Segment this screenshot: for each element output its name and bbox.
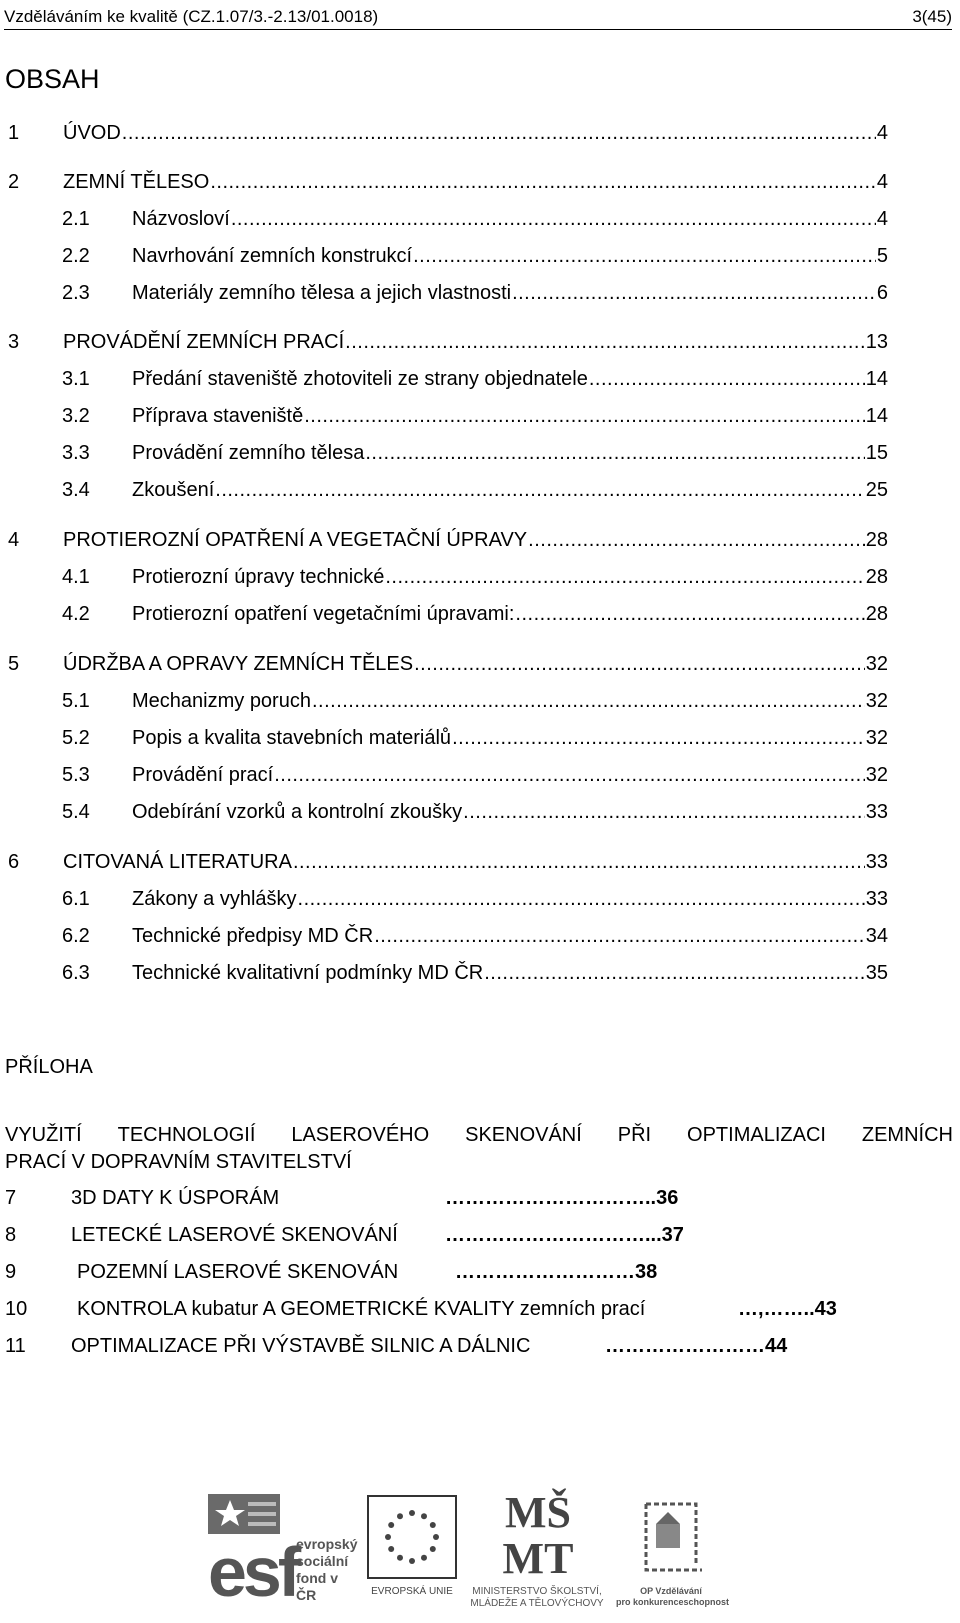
toc-entry[interactable] (62, 725, 888, 751)
annex-heading-line1 (5, 1122, 953, 1149)
toc-entry-label: CITOVANÁ LITERATURA (63, 851, 292, 873)
toc-entry-label: ÚDRŽBA A OPRAVY ZEMNÍCH TĚLES (63, 653, 414, 675)
toc-entry[interactable] (62, 923, 888, 949)
eu-logo (366, 1494, 458, 1618)
toc-entry[interactable] (62, 280, 888, 306)
annex-heading-line2: PRACÍ V DOPRAVNÍM STAVITELSTVÍ (5, 1151, 352, 1173)
toc-leader-dots (589, 366, 865, 392)
toc-entry-number: 4 (8, 529, 20, 551)
eu-star-icon (388, 1546, 394, 1552)
toc-entry-body (132, 886, 888, 912)
toc-entry-page: 4 (876, 208, 888, 230)
esf-line2: sociální (296, 1553, 349, 1569)
annex-heading-word: ZEMNÍCH (861, 1124, 953, 1146)
toc-entry-body (63, 651, 888, 677)
toc-entry-body (63, 527, 888, 553)
toc-entry-page: 4 (876, 122, 888, 144)
annex-heading-word: SKENOVÁNÍ (465, 1124, 582, 1146)
toc-entry-number: 6 (8, 851, 20, 873)
toc-leader-dots (528, 527, 865, 553)
toc-entry-label: Provádění prací (132, 764, 274, 786)
annex-entry-title: POZEMNÍ LASEROVÉ SKENOVÁN (77, 1261, 399, 1283)
toc-entry-body (132, 366, 888, 392)
toc-entry-page: 5 (876, 245, 888, 267)
toc-entry-number: 3 (8, 331, 20, 353)
toc-entry-page: 28 (865, 566, 888, 588)
toc-entry-page: 28 (865, 529, 888, 551)
annex-entry-number: 8 (5, 1224, 17, 1246)
toc-leader-dots (515, 601, 864, 627)
toc-leader-dots (365, 440, 864, 466)
annex-entry-title: LETECKÉ LASEROVÉ SKENOVÁNÍ (71, 1224, 398, 1246)
toc-entry-body (63, 849, 888, 875)
annex-heading-word: PŘI (617, 1124, 652, 1146)
op-line1: OP Vzdělávání (640, 1586, 702, 1596)
toc-entry-label: Popis a kvalita stavebních materiálů (132, 727, 452, 749)
toc-entry-page: 14 (865, 405, 888, 427)
msmt-mark: MŠ MT (502, 1488, 574, 1583)
toc-entry-number: 4.2 (62, 603, 90, 625)
toc-entry-label: PROTIEROZNÍ OPATŘENÍ A VEGETAČNÍ ÚPRAVY (63, 529, 528, 551)
toc-entry-body (132, 799, 888, 825)
toc-leader-dots (122, 120, 876, 146)
toc-entry-body (63, 120, 888, 146)
toc-entry-page: 34 (865, 925, 888, 947)
eu-star-icon (388, 1522, 394, 1528)
toc-entry-label: Protierozní úpravy technické (132, 566, 385, 588)
eu-star-icon (433, 1534, 439, 1540)
toc-entry-label: ZEMNÍ TĚLESO (63, 171, 210, 193)
toc-entry-number: 5.4 (62, 801, 90, 823)
toc-entry-number: 5.1 (62, 690, 90, 712)
toc-entry-page: 32 (865, 764, 888, 786)
toc-entry-body (132, 601, 888, 627)
toc-entry[interactable] (8, 849, 888, 875)
toc-entry[interactable] (62, 886, 888, 912)
toc-leader-dots (231, 206, 876, 232)
toc-entry-number: 3.4 (62, 479, 90, 501)
toc-entry-body (132, 243, 888, 269)
esf-big-mark: esf (208, 1533, 298, 1611)
toc-entry-label: Předání staveniště zhotoviteli ze strany objednatele (132, 368, 588, 390)
toc-entry[interactable] (62, 762, 888, 788)
toc-leader-dots (312, 688, 865, 714)
toc-entry-body (132, 280, 888, 306)
toc-entry-label: Mechanizmy poruch (132, 690, 311, 712)
toc-entry-page: 15 (865, 442, 888, 464)
toc-entry[interactable] (8, 120, 888, 146)
toc-entry[interactable] (62, 960, 888, 986)
toc-entry-body (132, 725, 888, 751)
esf-line1: evropský (296, 1536, 358, 1552)
header-project-title: Vzděláváním ke kvalitě (CZ.1.07/3.-2.13/01.0018) (4, 7, 379, 26)
eu-star-icon (430, 1522, 436, 1528)
toc-entry-number: 5.2 (62, 727, 90, 749)
toc-entry-label: Odebírání vzorků a kontrolní zkoušky (132, 801, 463, 823)
toc-leader-dots (463, 799, 865, 825)
toc-entry[interactable] (62, 206, 888, 232)
toc-entry-page: 33 (865, 851, 888, 873)
annex-heading-word: TECHNOLOGIÍ (117, 1124, 256, 1146)
toc-leader-dots (452, 725, 865, 751)
toc-entry[interactable] (8, 527, 888, 553)
toc-leader-dots (210, 169, 876, 195)
toc-leader-dots (298, 886, 865, 912)
eu-star-icon (397, 1513, 403, 1519)
toc-entry-number: 4.1 (62, 566, 90, 588)
toc-entry[interactable] (62, 366, 888, 392)
toc-entry-page: 25 (865, 479, 888, 501)
eu-star-icon (397, 1555, 403, 1561)
toc-entry-label: Protierozní opatření vegetačními úpravami: (132, 603, 515, 625)
toc-entry-label: Provádění zemního tělesa (132, 442, 365, 464)
annex-heading-word: VYUŽITÍ (5, 1124, 82, 1146)
eu-star-icon (409, 1510, 415, 1516)
header-page-number: 3(45) (912, 7, 952, 26)
annex-heading-word: OPTIMALIZACI (687, 1124, 826, 1146)
toc-entry-number: 2 (8, 171, 20, 193)
header-rule (4, 29, 952, 30)
toc-entry-body (132, 960, 888, 986)
toc-entry-body (132, 564, 888, 590)
toc-entry-number: 6.3 (62, 962, 90, 984)
toc-entry[interactable] (62, 403, 888, 429)
toc-entry-number: 3.3 (62, 442, 90, 464)
msmt-line1: MINISTERSTVO ŠKOLSTVÍ, (472, 1586, 602, 1597)
toc-entry-label: ÚVOD (63, 122, 121, 144)
toc-entry-label: Zkoušení (132, 479, 215, 501)
toc-entry-label: Technické předpisy MD ČR (132, 925, 374, 947)
toc-entry-number: 1 (8, 122, 20, 144)
running-header (4, 4, 952, 30)
toc-entry-page: 32 (865, 727, 888, 749)
toc-entry-number: 6.1 (62, 888, 90, 910)
msmt-line2: MLÁDEŽE A TĚLOVÝCHOVY (470, 1598, 604, 1609)
toc-leader-dots (385, 564, 864, 590)
toc-entry-label: PROVÁDĚNÍ ZEMNÍCH PRACÍ (63, 331, 345, 353)
annex-entry-number: 7 (5, 1187, 17, 1209)
toc-entry-label: Navrhování zemních konstrukcí (132, 245, 413, 267)
toc-entry-label: Technické kvalitativní podmínky MD ČR (132, 962, 484, 984)
toc-entry[interactable] (8, 169, 888, 195)
annex-entry-number: 11 (5, 1335, 26, 1357)
toc-entry-page: 32 (865, 690, 888, 712)
toc-entry-body (63, 329, 888, 355)
toc-leader-dots (293, 849, 865, 875)
eu-caption: EVROPSKÁ UNIE (371, 1586, 453, 1597)
toc-entry-number: 3.2 (62, 405, 90, 427)
eu-star-icon (409, 1558, 415, 1564)
toc-entry-body (63, 169, 888, 195)
toc-entry[interactable] (62, 564, 888, 590)
toc-entry-page: 14 (865, 368, 888, 390)
msmt-logo (462, 1490, 612, 1618)
funding-logos (200, 1490, 730, 1618)
toc-entry-page: 4 (876, 171, 888, 193)
toc-leader-dots (345, 329, 865, 355)
toc-entry-body (132, 762, 888, 788)
annex-entry-page: ……………………44 (605, 1335, 788, 1357)
toc-entry-body (132, 206, 888, 232)
toc-entry-body (132, 403, 888, 429)
eu-star-icon (430, 1546, 436, 1552)
annex-heading-word: LASEROVÉHO (291, 1124, 430, 1146)
esf-line3: fond v ČR (296, 1570, 338, 1603)
op-vk-icon (616, 1494, 726, 1586)
toc-entry-page: 33 (865, 888, 888, 910)
toc-entry[interactable] (8, 651, 888, 677)
eu-star-icon (421, 1513, 427, 1519)
annex-title: PŘÍLOHA (5, 1056, 93, 1078)
toc-leader-dots (215, 477, 864, 503)
toc-entry-number: 2.3 (62, 282, 90, 304)
toc-entry-number: 5 (8, 653, 20, 675)
toc-entry-number: 2.1 (62, 208, 90, 230)
eu-star-icon (385, 1534, 391, 1540)
annex-entry-page: …………………………...37 (445, 1224, 684, 1246)
toc-entry[interactable] (62, 477, 888, 503)
eu-flag-icon (366, 1494, 458, 1580)
toc-entry-label: Příprava staveniště (132, 405, 304, 427)
toc-entry-number: 6.2 (62, 925, 90, 947)
toc-entry[interactable] (62, 799, 888, 825)
toc-entry-number: 2.2 (62, 245, 90, 267)
annex-entry-number: 10 (5, 1298, 28, 1320)
op-vk-logo (616, 1494, 730, 1618)
annex-entry-title: 3D DATY K ÚSPORÁM (71, 1187, 280, 1209)
toc-leader-dots (304, 403, 865, 429)
toc-leader-dots (512, 280, 876, 306)
toc-entry-body (132, 440, 888, 466)
toc-entry[interactable] (8, 329, 888, 355)
toc-entry-number: 5.3 (62, 764, 90, 786)
toc-entry-body (132, 923, 888, 949)
toc-entry-page: 6 (876, 282, 888, 304)
toc-entry-label: Zákony a vyhlášky (132, 888, 297, 910)
toc-entry[interactable] (62, 440, 888, 466)
toc-leader-dots (484, 960, 865, 986)
toc-entry[interactable] (62, 601, 888, 627)
annex-heading (5, 1122, 953, 1176)
toc-entry-page: 28 (865, 603, 888, 625)
op-line2: pro konkurenceschopnost (616, 1597, 730, 1607)
contents-title: OBSAH (5, 64, 100, 94)
annex-entry-title: OPTIMALIZACE PŘI VÝSTAVBĚ SILNIC A DÁLNIC (71, 1335, 531, 1357)
toc-entry[interactable] (62, 688, 888, 714)
annex-entry-number: 9 (5, 1261, 17, 1283)
toc-leader-dots (414, 651, 865, 677)
eu-star-icon (421, 1555, 427, 1561)
toc-entry-number: 3.1 (62, 368, 90, 390)
toc-leader-dots (413, 243, 876, 269)
toc-entry[interactable] (62, 243, 888, 269)
annex-entry-page: …,……..43 (738, 1298, 837, 1320)
annex-entry-page: …………………………..36 (445, 1187, 679, 1209)
annex-entry-title: KONTROLA kubatur A GEOMETRICKÉ KVALITY zemních prací (77, 1298, 646, 1320)
esf-logo (208, 1494, 358, 1618)
toc-entry-page: 35 (865, 962, 888, 984)
annex-entry-page: ………………………38 (455, 1261, 658, 1283)
toc-entry-page: 13 (865, 331, 888, 353)
toc-entry-label: Materiály zemního tělesa a jejich vlastnosti (132, 282, 512, 304)
toc-entry-label: Názvosloví (132, 208, 230, 230)
toc-entry-page: 33 (865, 801, 888, 823)
toc-leader-dots (374, 923, 865, 949)
toc-entry-body (132, 688, 888, 714)
toc-entry-page: 32 (865, 653, 888, 675)
toc-leader-dots (274, 762, 865, 788)
toc-entry-body (132, 477, 888, 503)
